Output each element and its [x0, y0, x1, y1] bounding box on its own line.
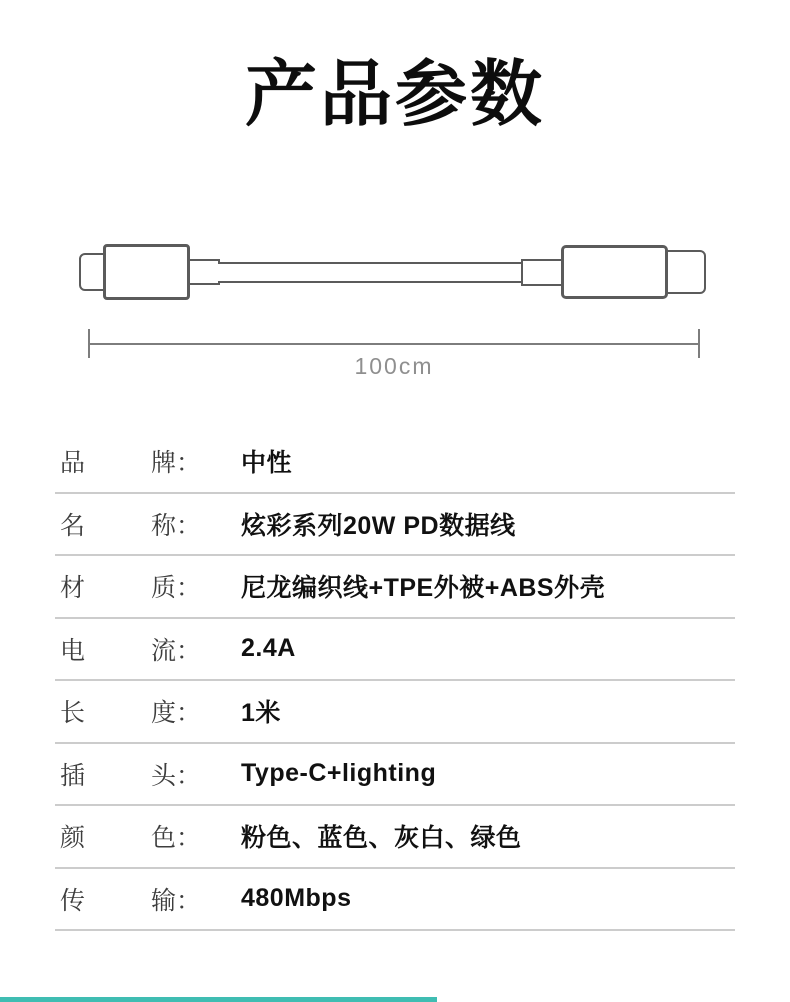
cable-length-label: 100cm	[354, 353, 434, 379]
bottom-accent-bar	[0, 997, 437, 1002]
cable-neck-left	[188, 259, 220, 285]
page-title: 产品参数	[244, 55, 545, 135]
spec-row-transfer	[55, 869, 735, 932]
cable-diagram	[0, 235, 790, 400]
type-c-connector-body	[561, 245, 668, 299]
spec-label: 名 称：	[60, 511, 201, 540]
spec-row-name	[55, 494, 735, 557]
lightning-connector-body	[103, 244, 190, 300]
spec-value: Type-C+lighting	[241, 759, 437, 788]
type-c-tip	[666, 250, 706, 294]
spec-value: 1米	[241, 699, 281, 728]
spec-table	[0, 431, 790, 931]
cable-wire	[218, 262, 522, 283]
spec-value: 尼龙编织线+TPE外被+ABS外壳	[241, 574, 606, 603]
spec-label: 长 度：	[60, 699, 201, 728]
spec-label: 电 流：	[60, 636, 201, 665]
spec-row-length	[55, 681, 735, 744]
spec-label: 插 头：	[60, 761, 201, 790]
dimension-tick-right	[698, 329, 700, 358]
spec-label: 传 输：	[60, 886, 201, 915]
spec-row-current	[55, 619, 735, 682]
spec-row-color	[55, 806, 735, 869]
spec-row-material	[55, 556, 735, 619]
spec-label: 品 牌：	[60, 449, 201, 478]
spec-label: 材 质：	[60, 574, 201, 603]
spec-value: 粉色、蓝色、灰白、绿色	[241, 824, 522, 853]
spec-row-plug	[55, 744, 735, 807]
lightning-tip	[79, 253, 105, 291]
dimension-line	[88, 343, 700, 345]
spec-value: 2.4A	[241, 634, 296, 663]
spec-value: 中性	[241, 449, 293, 478]
spec-row-brand	[55, 431, 735, 494]
spec-value: 炫彩系列20W PD数据线	[241, 511, 516, 540]
cable-neck-right	[521, 259, 563, 286]
spec-value: 480Mbps	[241, 884, 352, 913]
spec-label: 颜 色：	[60, 824, 201, 853]
